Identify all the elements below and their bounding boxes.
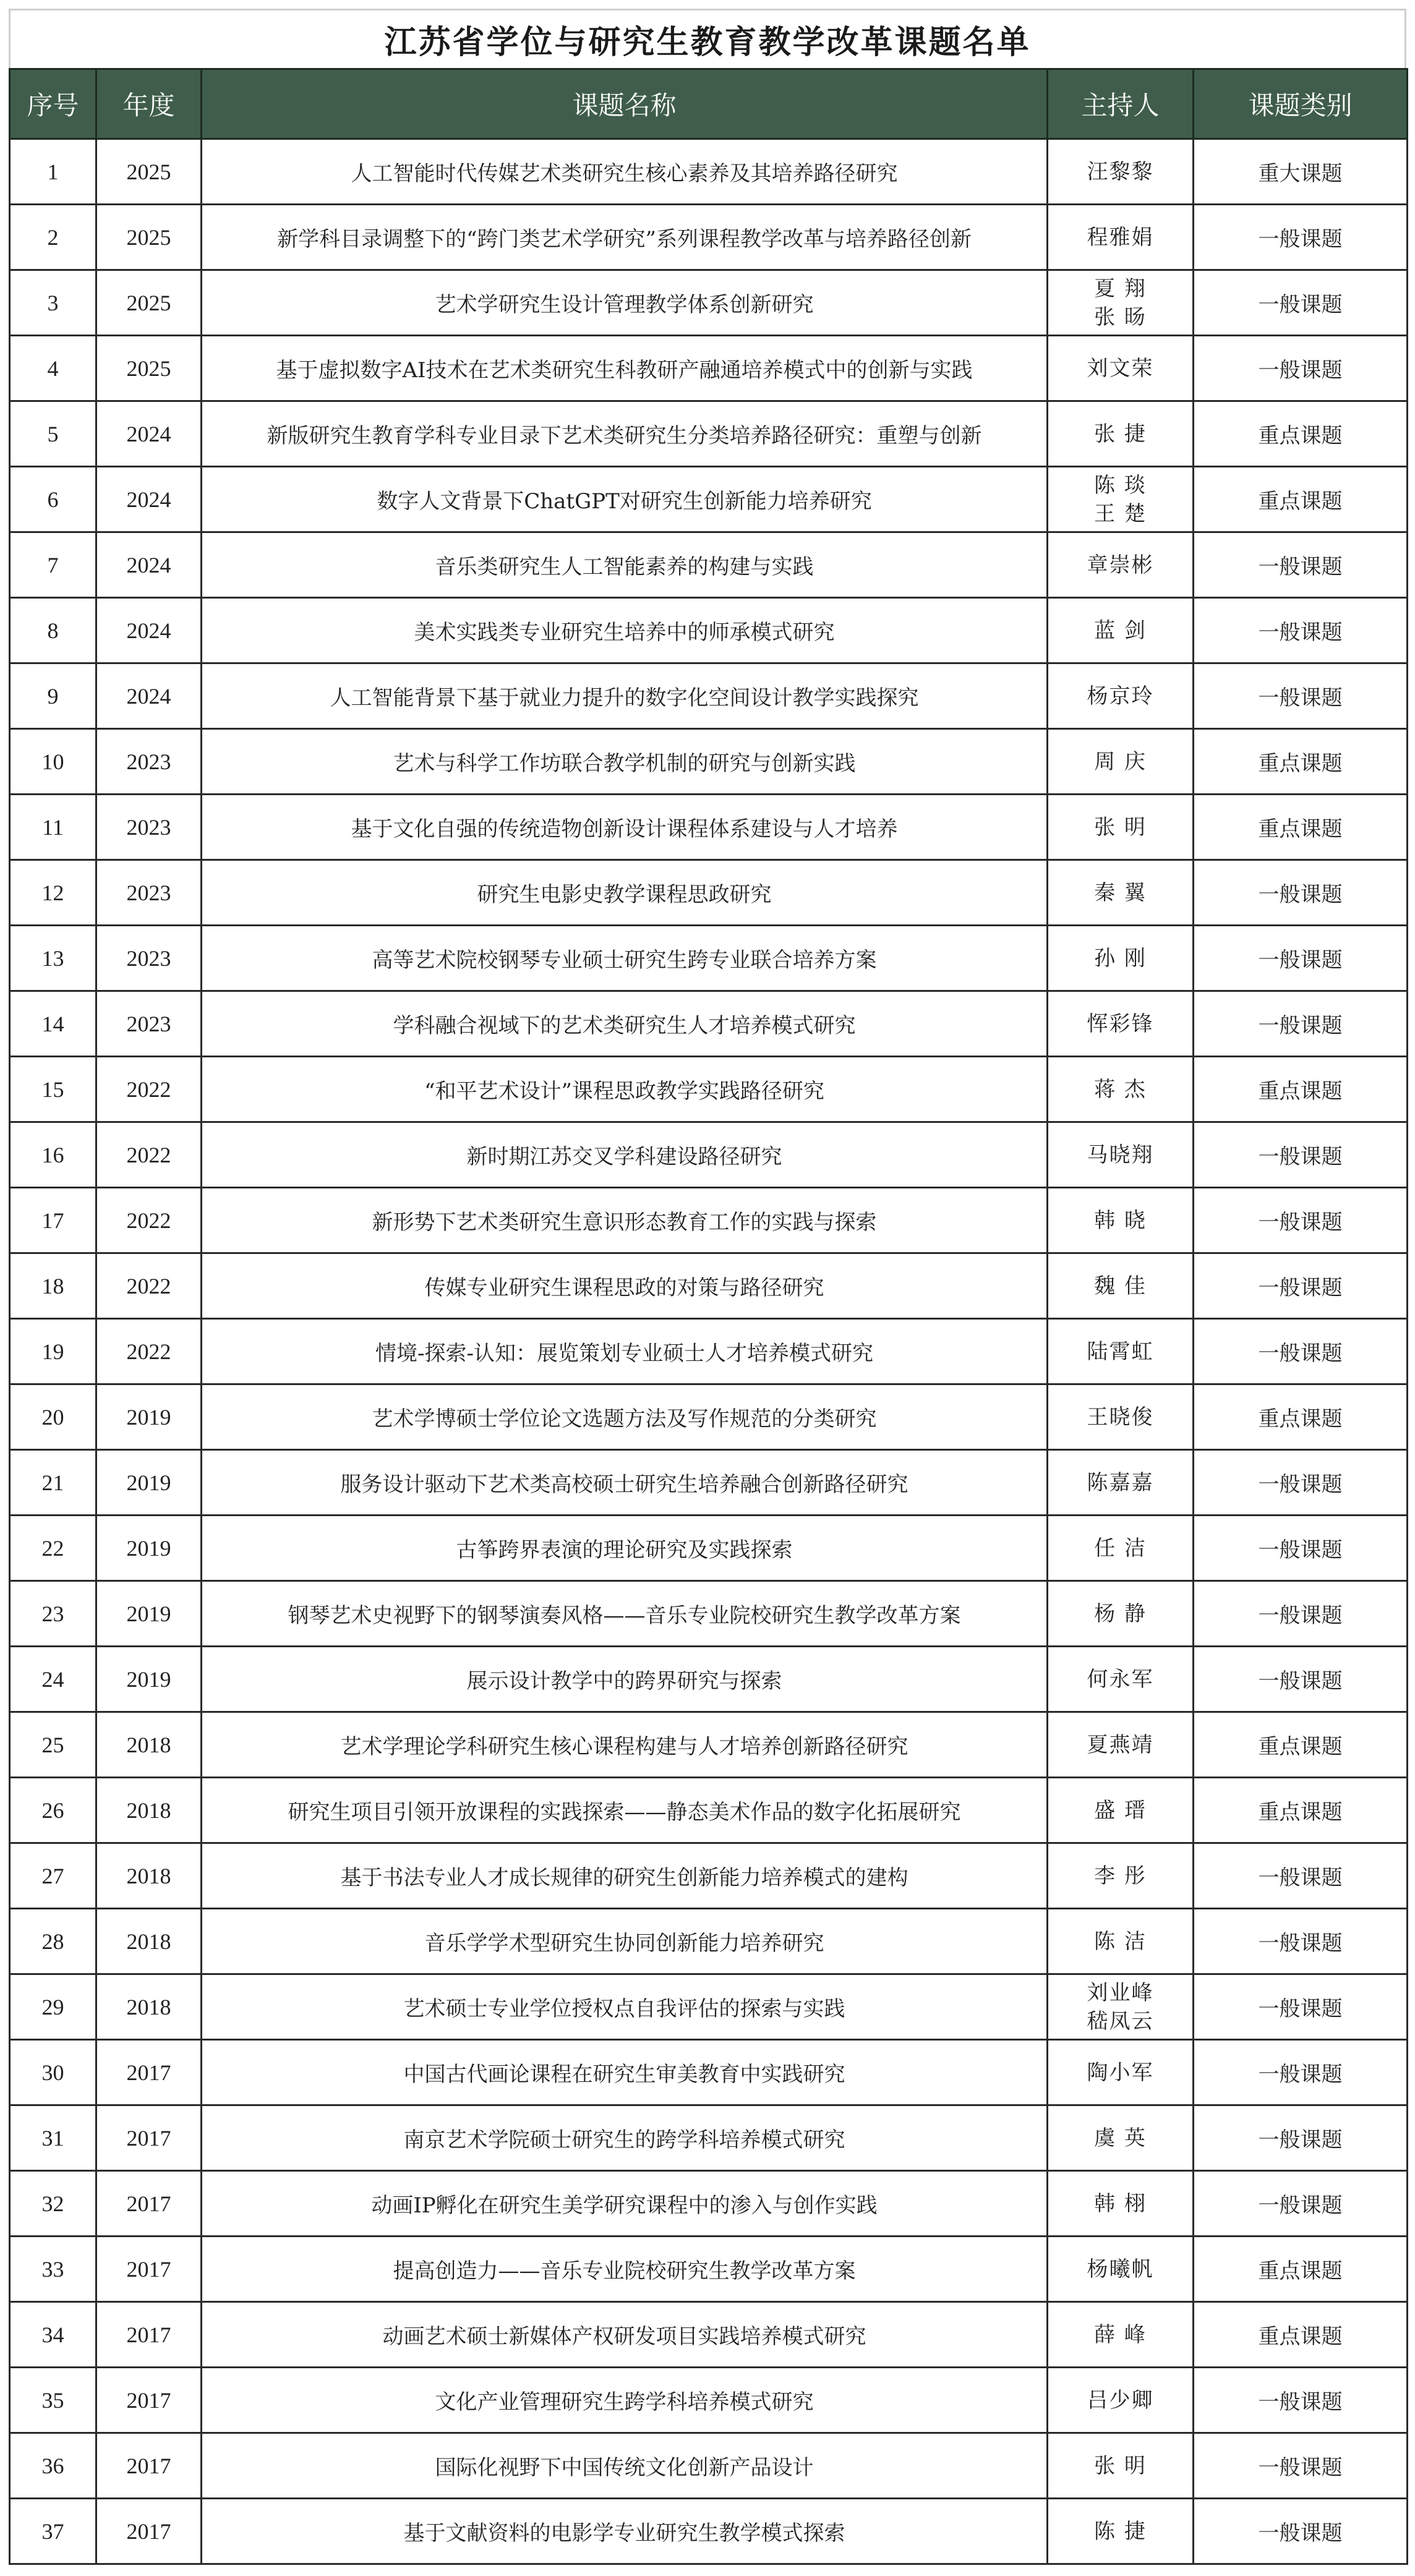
- cell-host: 陈嘉嘉: [1048, 1450, 1194, 1516]
- cell-year: 2017: [96, 2040, 202, 2105]
- cell-year: 2017: [96, 2433, 202, 2499]
- cell-year: 2025: [96, 270, 202, 336]
- cell-year: 2024: [96, 401, 202, 467]
- cell-host: 张 明: [1048, 2433, 1194, 2499]
- table-row: [10, 401, 1408, 467]
- cell-category: 一般课题: [1194, 1581, 1408, 1647]
- table-row: [10, 1188, 1408, 1253]
- cell-year: 2017: [96, 2368, 202, 2433]
- cell-year: 2024: [96, 532, 202, 598]
- cell-no: 2: [10, 205, 96, 270]
- table-row: [10, 2368, 1408, 2433]
- cell-category: 一般课题: [1194, 2171, 1408, 2237]
- cell-no: 27: [10, 1843, 96, 1909]
- cell-year: 2023: [96, 860, 202, 926]
- cell-name: 基于文化自强的传统造物创新设计课程体系建设与人才培养: [202, 795, 1048, 860]
- cell-year: 2022: [96, 1122, 202, 1188]
- table-header: [10, 69, 1408, 139]
- cell-year: 2025: [96, 139, 202, 205]
- cell-year: 2023: [96, 926, 202, 991]
- cell-host: 虞 英: [1048, 2105, 1194, 2171]
- table-row: [10, 2499, 1408, 2564]
- cell-category: 一般课题: [1194, 2105, 1408, 2171]
- cell-year: 2024: [96, 663, 202, 729]
- cell-no: 5: [10, 401, 96, 467]
- cell-category: 重大课题: [1194, 139, 1408, 205]
- cell-year: 2018: [96, 1843, 202, 1909]
- table-row: [10, 139, 1408, 205]
- cell-host: 刘业峰 嵇凤云: [1048, 1974, 1194, 2040]
- table-row: [10, 926, 1408, 991]
- table-row: [10, 2105, 1408, 2171]
- cell-year: 2025: [96, 336, 202, 401]
- cell-year: 2017: [96, 2105, 202, 2171]
- table-row: [10, 1253, 1408, 1319]
- cell-name: 新形势下艺术类研究生意识形态教育工作的实践与探索: [202, 1188, 1048, 1253]
- cell-name: 音乐学学术型研究生协同创新能力培养研究: [202, 1909, 1048, 1974]
- cell-host: 薛 峰: [1048, 2302, 1194, 2368]
- cell-no: 20: [10, 1384, 96, 1450]
- cell-category: 一般课题: [1194, 1974, 1408, 2040]
- cell-name: 艺术学博硕士学位论文选题方法及写作规范的分类研究: [202, 1384, 1048, 1450]
- cell-year: 2023: [96, 991, 202, 1057]
- cell-no: 24: [10, 1647, 96, 1712]
- cell-category: 一般课题: [1194, 2040, 1408, 2105]
- cell-year: 2022: [96, 1057, 202, 1122]
- table-row: [10, 860, 1408, 926]
- cell-category: 一般课题: [1194, 2368, 1408, 2433]
- cell-year: 2018: [96, 1712, 202, 1778]
- cell-host: 程雅娟: [1048, 205, 1194, 270]
- cell-host: 韩 晓: [1048, 1188, 1194, 1253]
- cell-host: 刘文荣: [1048, 336, 1194, 401]
- table-row: [10, 729, 1408, 795]
- cell-year: 2018: [96, 1974, 202, 2040]
- cell-category: 一般课题: [1194, 663, 1408, 729]
- cell-name: 研究生项目引领开放课程的实践探索——静态美术作品的数字化拓展研究: [202, 1778, 1048, 1843]
- cell-no: 8: [10, 598, 96, 663]
- table-row: [10, 1712, 1408, 1778]
- cell-host: 吕少卿: [1048, 2368, 1194, 2433]
- document-sheet: [9, 9, 1406, 2565]
- cell-name: 服务设计驱动下艺术类高校硕士研究生培养融合创新路径研究: [202, 1450, 1048, 1516]
- cell-no: 3: [10, 270, 96, 336]
- cell-year: 2022: [96, 1319, 202, 1384]
- cell-host: 章崇彬: [1048, 532, 1194, 598]
- cell-year: 2022: [96, 1253, 202, 1319]
- cell-year: 2025: [96, 205, 202, 270]
- cell-category: 一般课题: [1194, 2433, 1408, 2499]
- table-row: [10, 1778, 1408, 1843]
- cell-name: 新版研究生教育学科专业目录下艺术类研究生分类培养路径研究：重塑与创新: [202, 401, 1048, 467]
- cell-no: 18: [10, 1253, 96, 1319]
- cell-no: 34: [10, 2302, 96, 2368]
- cell-category: 重点课题: [1194, 2237, 1408, 2302]
- title-row: [9, 9, 1406, 68]
- cell-host: 陆霄虹: [1048, 1319, 1194, 1384]
- header-row: [10, 69, 1408, 139]
- cell-category: 一般课题: [1194, 1843, 1408, 1909]
- cell-year: 2017: [96, 2499, 202, 2564]
- cell-host: 杨京玲: [1048, 663, 1194, 729]
- cell-host: 魏 佳: [1048, 1253, 1194, 1319]
- cell-name: 南京艺术学院硕士研究生的跨学科培养模式研究: [202, 2105, 1048, 2171]
- cell-year: 2019: [96, 1581, 202, 1647]
- cell-name: 古筝跨界表演的理论研究及实践探索: [202, 1516, 1048, 1581]
- cell-no: 33: [10, 2237, 96, 2302]
- page-title: 江苏省学位与研究生教育教学改革课题名单: [384, 24, 1031, 61]
- cell-category: 一般课题: [1194, 2499, 1408, 2564]
- cell-category: 一般课题: [1194, 1516, 1408, 1581]
- cell-name: 音乐类研究生人工智能素养的构建与实践: [202, 532, 1048, 598]
- cell-name: 动画艺术硕士新媒体产权研发项目实践培养模式研究: [202, 2302, 1048, 2368]
- cell-host: 陈 琰 王 楚: [1048, 467, 1194, 532]
- table-row: [10, 1319, 1408, 1384]
- cell-host: 陈 捷: [1048, 2499, 1194, 2564]
- header-no: 序号: [10, 69, 96, 139]
- cell-name: 基于书法专业人才成长规律的研究生创新能力培养模式的建构: [202, 1843, 1048, 1909]
- cell-no: 32: [10, 2171, 96, 2237]
- cell-name: 中国古代画论课程在研究生审美教育中实践研究: [202, 2040, 1048, 2105]
- cell-category: 重点课题: [1194, 401, 1408, 467]
- table-body: [10, 139, 1408, 2564]
- cell-no: 10: [10, 729, 96, 795]
- table-row: [10, 2433, 1408, 2499]
- cell-category: 一般课题: [1194, 598, 1408, 663]
- cell-name: 展示设计教学中的跨界研究与探索: [202, 1647, 1048, 1712]
- cell-category: 重点课题: [1194, 1712, 1408, 1778]
- cell-host: 夏 翔 张 旸: [1048, 270, 1194, 336]
- cell-category: 一般课题: [1194, 205, 1408, 270]
- cell-category: 一般课题: [1194, 1909, 1408, 1974]
- table-row: [10, 1516, 1408, 1581]
- cell-no: 9: [10, 663, 96, 729]
- cell-name: 艺术学理论学科研究生核心课程构建与人才培养创新路径研究: [202, 1712, 1048, 1778]
- table-row: [10, 270, 1408, 336]
- table-row: [10, 598, 1408, 663]
- cell-category: 一般课题: [1194, 860, 1408, 926]
- cell-year: 2019: [96, 1647, 202, 1712]
- cell-category: 重点课题: [1194, 467, 1408, 532]
- cell-year: 2022: [96, 1188, 202, 1253]
- table-row: [10, 1122, 1408, 1188]
- cell-name: 新时期江苏交叉学科建设路径研究: [202, 1122, 1048, 1188]
- cell-name: 高等艺术院校钢琴专业硕士研究生跨专业联合培养方案: [202, 926, 1048, 991]
- cell-category: 一般课题: [1194, 1647, 1408, 1712]
- table-row: [10, 2302, 1408, 2368]
- table-row: [10, 1450, 1408, 1516]
- cell-no: 12: [10, 860, 96, 926]
- cell-no: 23: [10, 1581, 96, 1647]
- table-row: [10, 1909, 1408, 1974]
- project-table: [9, 68, 1408, 2565]
- cell-year: 2023: [96, 729, 202, 795]
- cell-no: 7: [10, 532, 96, 598]
- table-row: [10, 2040, 1408, 2105]
- cell-no: 6: [10, 467, 96, 532]
- cell-name: 新学科目录调整下的“跨门类艺术学研究”系列课程教学改革与培养路径创新: [202, 205, 1048, 270]
- cell-category: 一般课题: [1194, 270, 1408, 336]
- cell-category: 重点课题: [1194, 729, 1408, 795]
- cell-no: 14: [10, 991, 96, 1057]
- cell-category: 重点课题: [1194, 1384, 1408, 1450]
- cell-host: 马晓翔: [1048, 1122, 1194, 1188]
- cell-category: 一般课题: [1194, 1253, 1408, 1319]
- cell-host: 陈 洁: [1048, 1909, 1194, 1974]
- cell-year: 2018: [96, 1778, 202, 1843]
- cell-category: 一般课题: [1194, 336, 1408, 401]
- table-row: [10, 1843, 1408, 1909]
- cell-year: 2017: [96, 2171, 202, 2237]
- cell-year: 2017: [96, 2237, 202, 2302]
- cell-host: 恽彩锋: [1048, 991, 1194, 1057]
- table-row: [10, 1384, 1408, 1450]
- cell-category: 重点课题: [1194, 2302, 1408, 2368]
- cell-name: 动画IP孵化在研究生美学研究课程中的渗入与创作实践: [202, 2171, 1048, 2237]
- table-row: [10, 2171, 1408, 2237]
- table-row: [10, 336, 1408, 401]
- cell-no: 21: [10, 1450, 96, 1516]
- table-row: [10, 1647, 1408, 1712]
- cell-year: 2019: [96, 1450, 202, 1516]
- cell-year: 2018: [96, 1909, 202, 1974]
- cell-no: 16: [10, 1122, 96, 1188]
- cell-host: 汪黎黎: [1048, 139, 1194, 205]
- header-year: 年度: [96, 69, 202, 139]
- header-name: 课题名称: [202, 69, 1048, 139]
- cell-year: 2024: [96, 467, 202, 532]
- cell-name: 数字人文背景下ChatGPT对研究生创新能力培养研究: [202, 467, 1048, 532]
- cell-name: 传媒专业研究生课程思政的对策与路径研究: [202, 1253, 1048, 1319]
- cell-category: 一般课题: [1194, 532, 1408, 598]
- cell-category: 一般课题: [1194, 1188, 1408, 1253]
- cell-host: 何永军: [1048, 1647, 1194, 1712]
- cell-host: 王晓俊: [1048, 1384, 1194, 1450]
- cell-name: 情境-探索-认知：展览策划专业硕士人才培养模式研究: [202, 1319, 1048, 1384]
- table-row: [10, 205, 1408, 270]
- cell-no: 19: [10, 1319, 96, 1384]
- cell-name: 学科融合视域下的艺术类研究生人才培养模式研究: [202, 991, 1048, 1057]
- cell-no: 26: [10, 1778, 96, 1843]
- cell-category: 一般课题: [1194, 1122, 1408, 1188]
- cell-category: 一般课题: [1194, 991, 1408, 1057]
- cell-name: 美术实践类专业研究生培养中的师承模式研究: [202, 598, 1048, 663]
- cell-no: 17: [10, 1188, 96, 1253]
- cell-no: 31: [10, 2105, 96, 2171]
- cell-name: 人工智能背景下基于就业力提升的数字化空间设计教学实践探究: [202, 663, 1048, 729]
- cell-category: 重点课题: [1194, 1057, 1408, 1122]
- cell-host: 杨 静: [1048, 1581, 1194, 1647]
- cell-host: 韩 栩: [1048, 2171, 1194, 2237]
- cell-host: 李 彤: [1048, 1843, 1194, 1909]
- cell-no: 25: [10, 1712, 96, 1778]
- table-row: [10, 1057, 1408, 1122]
- cell-no: 13: [10, 926, 96, 991]
- cell-name: 艺术硕士专业学位授权点自我评估的探索与实践: [202, 1974, 1048, 2040]
- cell-host: 秦 翼: [1048, 860, 1194, 926]
- cell-name: “和平艺术设计”课程思政教学实践路径研究: [202, 1057, 1048, 1122]
- cell-host: 蓝 剑: [1048, 598, 1194, 663]
- cell-no: 15: [10, 1057, 96, 1122]
- cell-category: 一般课题: [1194, 1319, 1408, 1384]
- cell-name: 研究生电影史教学课程思政研究: [202, 860, 1048, 926]
- table-row: [10, 795, 1408, 860]
- cell-no: 30: [10, 2040, 96, 2105]
- cell-name: 基于虚拟数字AI技术在艺术类研究生科教研产融通培养模式中的创新与实践: [202, 336, 1048, 401]
- cell-year: 2017: [96, 2302, 202, 2368]
- cell-year: 2019: [96, 1516, 202, 1581]
- cell-host: 张 捷: [1048, 401, 1194, 467]
- cell-no: 37: [10, 2499, 96, 2564]
- cell-category: 一般课题: [1194, 1450, 1408, 1516]
- cell-year: 2019: [96, 1384, 202, 1450]
- table-row: [10, 467, 1408, 532]
- cell-name: 艺术与科学工作坊联合教学机制的研究与创新实践: [202, 729, 1048, 795]
- table-row: [10, 663, 1408, 729]
- cell-no: 1: [10, 139, 96, 205]
- cell-name: 国际化视野下中国传统文化创新产品设计: [202, 2433, 1048, 2499]
- cell-host: 夏燕靖: [1048, 1712, 1194, 1778]
- table-row: [10, 532, 1408, 598]
- cell-host: 张 明: [1048, 795, 1194, 860]
- cell-name: 钢琴艺术史视野下的钢琴演奏风格——音乐专业院校研究生教学改革方案: [202, 1581, 1048, 1647]
- table-row: [10, 991, 1408, 1057]
- cell-category: 重点课题: [1194, 795, 1408, 860]
- cell-name: 人工智能时代传媒艺术类研究生核心素养及其培养路径研究: [202, 139, 1048, 205]
- cell-no: 28: [10, 1909, 96, 1974]
- header-category: 课题类别: [1194, 69, 1408, 139]
- cell-host: 杨曦帆: [1048, 2237, 1194, 2302]
- cell-no: 36: [10, 2433, 96, 2499]
- cell-host: 任 洁: [1048, 1516, 1194, 1581]
- table-row: [10, 1974, 1408, 2040]
- table-row: [10, 1581, 1408, 1647]
- cell-host: 盛 瑨: [1048, 1778, 1194, 1843]
- cell-name: 基于文献资料的电影学专业研究生教学模式探索: [202, 2499, 1048, 2564]
- cell-host: 陶小军: [1048, 2040, 1194, 2105]
- cell-no: 35: [10, 2368, 96, 2433]
- cell-name: 艺术学研究生设计管理教学体系创新研究: [202, 270, 1048, 336]
- header-host: 主持人: [1048, 69, 1194, 139]
- cell-name: 文化产业管理研究生跨学科培养模式研究: [202, 2368, 1048, 2433]
- cell-no: 29: [10, 1974, 96, 2040]
- cell-category: 重点课题: [1194, 1778, 1408, 1843]
- cell-no: 4: [10, 336, 96, 401]
- cell-no: 22: [10, 1516, 96, 1581]
- cell-host: 周 庆: [1048, 729, 1194, 795]
- table-row: [10, 2237, 1408, 2302]
- cell-year: 2023: [96, 795, 202, 860]
- cell-year: 2024: [96, 598, 202, 663]
- cell-category: 一般课题: [1194, 926, 1408, 991]
- cell-name: 提高创造力——音乐专业院校研究生教学改革方案: [202, 2237, 1048, 2302]
- cell-no: 11: [10, 795, 96, 860]
- cell-host: 孙 刚: [1048, 926, 1194, 991]
- cell-host: 蒋 杰: [1048, 1057, 1194, 1122]
